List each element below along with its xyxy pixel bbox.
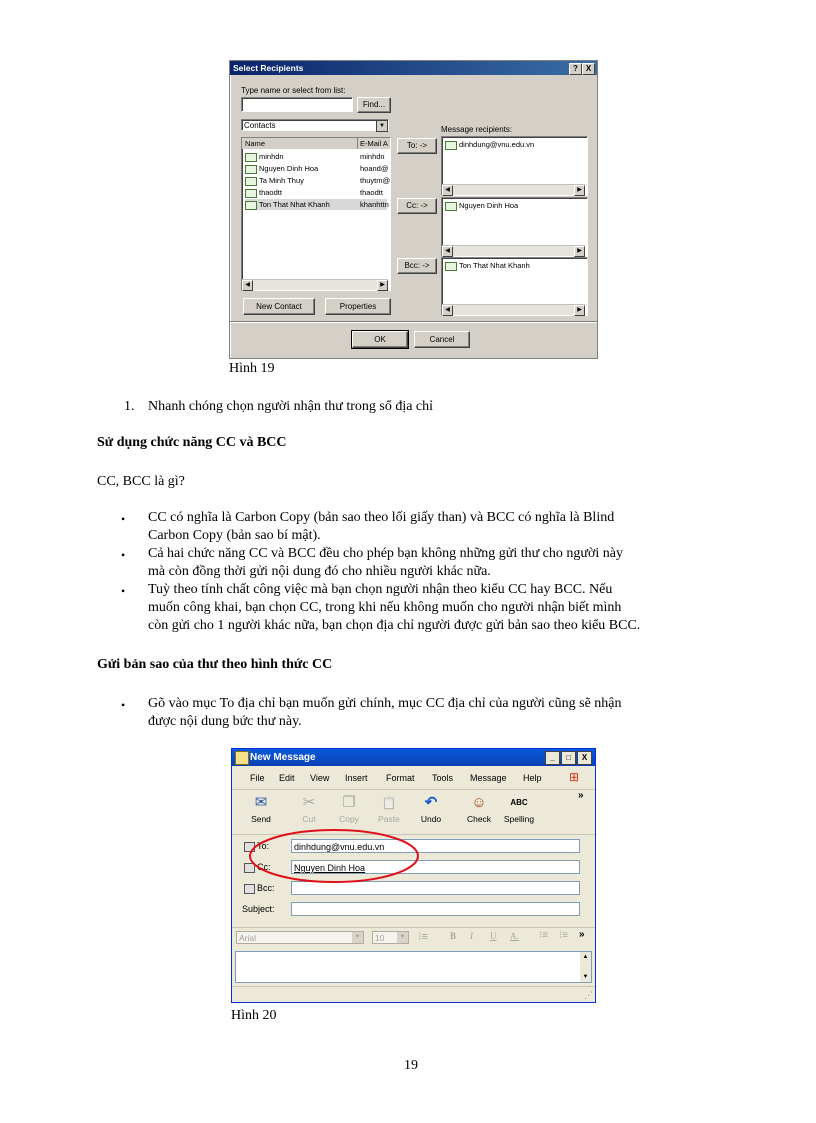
- horizontal-scrollbar[interactable]: [442, 184, 585, 195]
- spelling-button[interactable]: ABC Spelling: [500, 792, 538, 832]
- cc-recipients-box[interactable]: [441, 197, 588, 257]
- subject-label: Subject:: [242, 904, 275, 914]
- bullet-line: Cả hai chức năng CC và BCC đều cho phép bạn không những gửi thư cho người này: [148, 546, 623, 561]
- font-name-value: Arial: [239, 933, 257, 943]
- cut-button[interactable]: ✂ Cut: [290, 792, 328, 832]
- bullets-icon[interactable]: ⁝≡: [559, 930, 569, 941]
- bcc-label-area[interactable]: Bcc:: [244, 883, 275, 894]
- check-names-button[interactable]: ☺ Check: [460, 792, 498, 832]
- menu-help[interactable]: Help: [523, 773, 542, 783]
- contact-email: khanhttn: [360, 200, 389, 209]
- section-heading-send-cc: Gửi bản sao của thư theo hình thức CC: [97, 657, 333, 672]
- chevron-down-icon[interactable]: ▼: [376, 120, 388, 132]
- copy-icon: ❐: [342, 794, 356, 811]
- cc-recipient[interactable]: Nguyen Dinh Hoa: [445, 200, 518, 211]
- horizontal-scrollbar[interactable]: [442, 304, 585, 315]
- numbering-icon[interactable]: ⁝≡: [539, 930, 549, 941]
- contact-email: thaodtt: [360, 188, 383, 197]
- menu-edit[interactable]: Edit: [279, 773, 295, 783]
- bullet-line: mà còn đồng thời gửi nội dung đó cho nhiều người khác nữa.: [148, 564, 491, 579]
- search-label: Type name or select from list:: [241, 86, 346, 95]
- bullet-icon: •: [121, 512, 126, 526]
- cc-button[interactable]: Cc: ->: [397, 198, 437, 214]
- maximize-button[interactable]: □: [561, 751, 576, 765]
- scroll-right-icon[interactable]: ▶: [574, 305, 585, 316]
- chevron-down-icon[interactable]: ▼: [352, 932, 363, 943]
- bcc-recipient[interactable]: Ton That Nhat Khanh: [445, 260, 530, 271]
- bold-button[interactable]: B: [450, 931, 457, 941]
- close-button[interactable]: X: [577, 751, 592, 765]
- find-button[interactable]: Find...: [357, 97, 391, 113]
- horizontal-scrollbar[interactable]: [442, 245, 585, 256]
- cc-label-area[interactable]: Cc:: [244, 862, 271, 873]
- status-bar: [232, 986, 595, 1002]
- section-heading-cc-bcc: Sử dụng chức năng CC và BCC: [97, 435, 287, 450]
- cc-recipient-name: Nguyen Dinh Hoa: [294, 863, 366, 873]
- contact-card-icon: [445, 202, 457, 211]
- message-body[interactable]: [235, 951, 592, 983]
- new-message-icon: [235, 751, 249, 765]
- contact-card-icon: [445, 262, 457, 271]
- italic-button[interactable]: I: [470, 931, 473, 941]
- menu-format[interactable]: Format: [386, 773, 415, 783]
- to-recipients-box[interactable]: [441, 136, 588, 196]
- subject-field[interactable]: [291, 902, 580, 916]
- contact-card-icon: [245, 177, 257, 186]
- contact-row[interactable]: Ta Minh Thuy: [245, 175, 304, 186]
- scroll-down-icon[interactable]: ▼: [582, 974, 589, 980]
- contact-row[interactable]: Nguyen Dinh Hoa: [245, 163, 318, 174]
- question-text: CC, BCC là gì?: [97, 474, 185, 489]
- windows-logo-icon: ⊞: [569, 770, 580, 784]
- bcc-recipients-box[interactable]: [441, 257, 588, 316]
- to-label-area[interactable]: To:: [244, 841, 269, 852]
- bullet-line: còn gửi cho 1 người khác nữa, bạn chọn địa chỉ người được gửi bản sao theo kiểu BCC.: [148, 618, 641, 633]
- to-recipient[interactable]: dinhdung@vnu.edu.vn: [445, 139, 534, 150]
- ok-button[interactable]: OK: [352, 331, 408, 348]
- scroll-left-icon[interactable]: ◀: [442, 305, 453, 316]
- contact-card-icon: [245, 189, 257, 198]
- contacts-list[interactable]: [241, 137, 391, 291]
- font-color-button[interactable]: A.: [510, 931, 519, 941]
- figure-caption-20: Hình 20: [231, 1008, 277, 1023]
- contact-card-icon: [245, 201, 257, 210]
- bullet-line: CC có nghĩa là Carbon Copy (bản sao theo lối giấy than) và BCC có nghĩa là Blind: [148, 510, 615, 525]
- list-number: 1.: [124, 399, 135, 414]
- divider: [230, 321, 597, 323]
- check-names-icon: ☺: [471, 794, 487, 811]
- spelling-icon: ABC: [510, 798, 528, 807]
- scroll-right-icon[interactable]: ▶: [574, 246, 585, 257]
- menu-view[interactable]: View: [310, 773, 330, 783]
- help-button[interactable]: ?: [569, 63, 582, 75]
- bullet-line: Gõ vào mục To địa chỉ bạn muốn gửi chính, mục CC địa chỉ của người cũng sẽ nhận: [148, 696, 622, 711]
- contact-row[interactable]: minhdn: [245, 151, 284, 162]
- bullet-icon: •: [121, 584, 126, 598]
- contact-email: hoand@: [360, 164, 389, 173]
- undo-icon: ↶: [424, 794, 438, 811]
- address-book-select[interactable]: [241, 119, 389, 131]
- undo-button[interactable]: ↶ Undo: [412, 792, 450, 832]
- bullet-icon: •: [121, 698, 126, 712]
- scroll-left-icon[interactable]: ◀: [242, 280, 253, 291]
- to-field[interactable]: dinhdung@vnu.edu.vn: [291, 839, 580, 853]
- font-size-select[interactable]: [372, 931, 409, 944]
- send-icon: ✉: [254, 794, 268, 811]
- close-button[interactable]: X: [582, 63, 595, 75]
- cancel-button[interactable]: Cancel: [414, 331, 470, 348]
- to-button[interactable]: To: ->: [397, 138, 437, 154]
- paste-icon: 📋: [381, 796, 397, 810]
- menu-message[interactable]: Message: [470, 773, 507, 783]
- copy-button[interactable]: ❐ Copy: [330, 792, 368, 832]
- select-recipients-dialog: [229, 60, 598, 359]
- font-name-select[interactable]: [236, 931, 364, 944]
- resize-grip-icon[interactable]: ⋰: [584, 990, 593, 1000]
- menu-tools[interactable]: Tools: [432, 773, 454, 783]
- toolbar-overflow-icon[interactable]: »: [579, 929, 585, 940]
- contact-card-icon: [445, 141, 457, 150]
- contact-row-selected[interactable]: Ton That Nhat Khanh: [245, 199, 387, 210]
- chevron-down-icon[interactable]: ▼: [397, 932, 408, 943]
- dialog-title-bar: [230, 61, 597, 75]
- bullet-line: Tuỳ theo tính chất công việc mà bạn chọn người nhận theo kiểu CC hay BCC. Nếu: [148, 582, 613, 597]
- contact-email: minhdn: [360, 152, 385, 161]
- recipients-label: Message recipients:: [441, 125, 513, 134]
- send-button[interactable]: ✉ Send: [242, 792, 280, 832]
- bullet-line: Carbon Copy (bản sao bí mật).: [148, 528, 321, 543]
- menu-bar: [232, 771, 595, 787]
- toolbar-overflow-icon[interactable]: »: [578, 790, 584, 801]
- bullet-line: được nội dung bức thư này.: [148, 714, 302, 729]
- contact-email: thuytm@: [360, 176, 391, 185]
- scissors-icon: ✂: [302, 794, 316, 811]
- figure-caption-19: Hình 19: [229, 361, 275, 376]
- menu-insert[interactable]: Insert: [345, 773, 368, 783]
- properties-button[interactable]: Properties: [325, 298, 391, 315]
- new-contact-button[interactable]: New Contact: [243, 298, 315, 315]
- vertical-scrollbar[interactable]: [580, 952, 591, 982]
- scroll-left-icon[interactable]: ◀: [442, 185, 453, 196]
- window-title: New Message: [250, 752, 316, 763]
- scroll-right-icon[interactable]: ▶: [377, 280, 388, 291]
- scroll-right-icon[interactable]: ▶: [574, 185, 585, 196]
- new-message-window: [231, 748, 596, 1003]
- bcc-button[interactable]: Bcc: ->: [397, 258, 437, 274]
- paragraph-style-icon[interactable]: ⁝≡: [418, 931, 428, 943]
- column-header-email[interactable]: E-Mail A: [358, 138, 390, 149]
- list-item-text: Nhanh chóng chọn người nhận thư trong sổ địa chỉ: [148, 399, 434, 414]
- column-header-name[interactable]: Name: [242, 138, 358, 149]
- contact-card-icon: [245, 153, 257, 162]
- contact-row[interactable]: thaodtt: [245, 187, 282, 198]
- horizontal-scrollbar[interactable]: [242, 279, 388, 290]
- highlight-ellipse: [246, 826, 426, 886]
- paste-button[interactable]: 📋 Paste: [370, 792, 408, 832]
- scroll-up-icon[interactable]: ▲: [582, 954, 589, 960]
- bullet-icon: •: [121, 548, 126, 562]
- minimize-button[interactable]: _: [545, 751, 560, 765]
- menu-file[interactable]: File: [250, 773, 265, 783]
- dialog-title: Select Recipients: [233, 63, 304, 73]
- window-title-bar: [232, 749, 595, 766]
- scroll-left-icon[interactable]: ◀: [442, 246, 453, 257]
- page-number: 19: [404, 1058, 418, 1073]
- bullet-line: muốn công khai, bạn chọn CC, trong khi nếu không muốn cho người nhận biết mình: [148, 600, 622, 615]
- underline-button[interactable]: U: [490, 931, 497, 941]
- search-input[interactable]: [241, 97, 353, 112]
- formatting-bar: [232, 927, 595, 948]
- font-size-value: 10: [375, 933, 385, 943]
- address-book-value: Contacts: [244, 121, 276, 130]
- contact-card-icon: [245, 165, 257, 174]
